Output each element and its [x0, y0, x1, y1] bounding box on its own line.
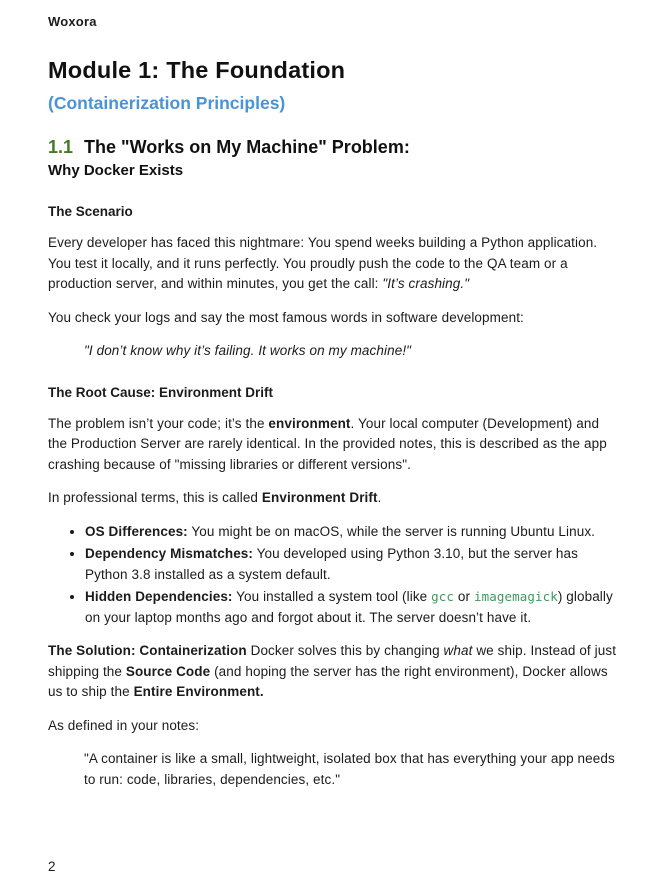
root-cause-heading: The Root Cause: Environment Drift	[48, 384, 274, 400]
paragraph-logs: You check your logs and say the most famous words in software development:	[48, 309, 524, 325]
paragraph-solution: The Solution: Containerization Docker solves this by changing what we ship. Instead of just shipping the Source Code (and hoping the server has the right environment), Docker allows us to ship the Entire Environment.	[48, 643, 617, 699]
block-quote-machine: "I don’t know why it’s failing. It works on my machine!"	[84, 343, 412, 358]
brand-header: Woxora	[48, 14, 97, 29]
page-subtitle: (Containerization Principles)	[48, 93, 286, 113]
bullet-list	[48, 522, 618, 629]
section-number: 1.1	[48, 137, 74, 157]
paragraph-notes: As defined in your notes:	[48, 717, 200, 733]
section-title: The "Works on My Machine" Problem:	[84, 137, 410, 157]
list-item-os-differences: • OS Differences: You might be on macOS, while the server is running Ubuntu Linux.	[85, 522, 618, 543]
paragraph-terms: In professional terms, this is called Environment Drift.	[48, 490, 382, 505]
paragraph-nightmare: Every developer has faced this nightmare: You spend weeks building a Python application. You test it locally, and it runs perfectly. You proudly push the code to the QA team or a production server, and within minutes, you get the call: "It’s crashing."	[48, 235, 598, 291]
block-quote-container: "A container is like a small, lightweight, isolated box that has everything your app needs to run: code, libraries, dependencies, etc."	[84, 751, 615, 787]
paragraph-problem: The problem isn’t your code; it’s the environment. Your local computer (Development) and the Production Server are rarely identical. In the provided notes, this is described as the app crashing because of "missing libraries or different versions".	[48, 415, 607, 472]
page-number: 2	[48, 859, 56, 874]
section-heading	[48, 136, 618, 181]
list-item-hidden-dependencies: • Hidden Dependencies: You installed a system tool (like gcc or imagemagick) globally on your laptop months ago and forgot about it. The server doesn’t have it.	[85, 587, 618, 628]
scenario-heading: The Scenario	[48, 204, 133, 219]
page-title: Module 1: The Foundation	[48, 57, 346, 83]
list-item-dependency-mismatches: • Dependency Mismatches: You developed using Python 3.10, but the server has Python 3.8 installed as a system default.	[85, 544, 618, 585]
section-subtitle: Why Docker Exists	[48, 162, 184, 179]
